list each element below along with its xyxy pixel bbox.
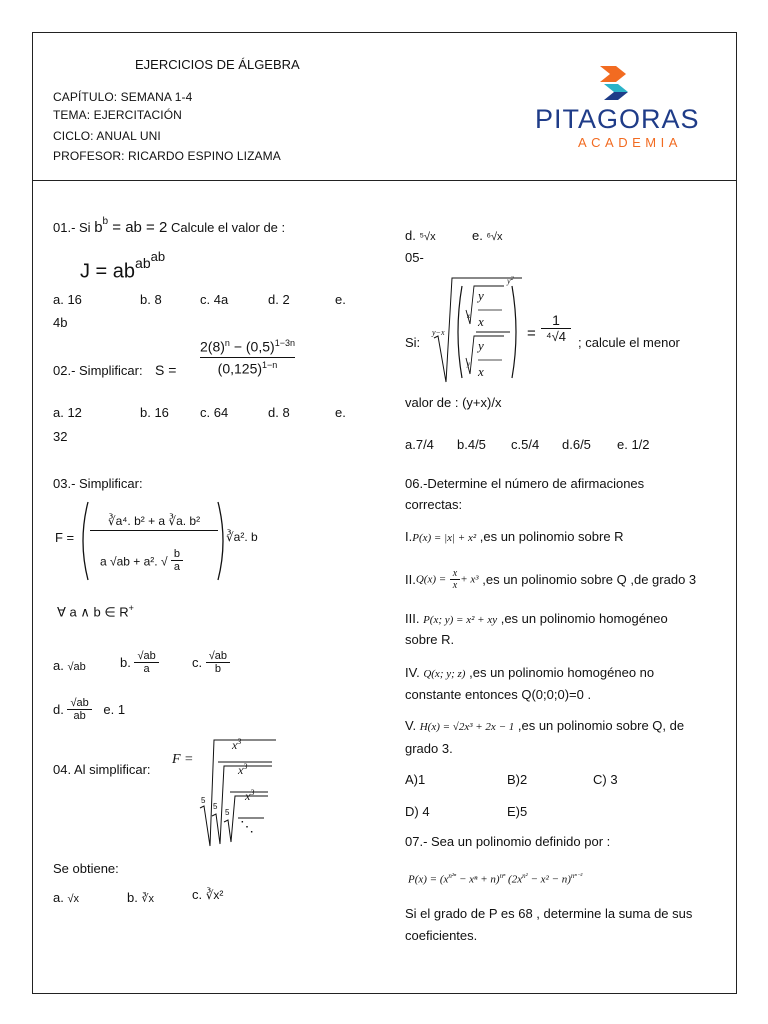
q02-option-b: b. 16 xyxy=(140,405,169,420)
q05-option-c: c.5/4 xyxy=(511,437,540,452)
q04-option-d: d. ⁵√x xyxy=(405,228,436,243)
q04-x3-top: $x^3$ xyxy=(232,737,242,752)
q05-index-x: x xyxy=(467,312,471,320)
q07-polynomial: $P(x) = (x^{n^{2n}} - x^n + n)^{n^n}$ $(2x^{n^2} - x^2 - n)^{n^{n-2}}$ xyxy=(408,872,583,886)
q07-text-cont: coeficientes. xyxy=(405,928,478,943)
q01-option-e: e. xyxy=(335,292,346,307)
q02-option-d: d. 8 xyxy=(268,405,290,420)
q06-item-5: V. H(x) = √2x³ + 2x − 1 ,es un polinomio sobre Q, de xyxy=(405,718,685,733)
q06-option-e: E)5 xyxy=(507,804,528,819)
q06-item-3: III. P(x; y) = x² + xy ,es un polinomio homogéneo xyxy=(405,611,668,626)
cycle-line: CICLO: ANUAL UNI xyxy=(53,129,161,143)
q04-option-e: e. ⁶√x xyxy=(472,228,503,243)
q02-option-a: a. 12 xyxy=(53,405,82,420)
chapter-line: CAPÍTULO: SEMANA 1-4 xyxy=(53,90,193,104)
q04-option-a: a. √x xyxy=(53,890,80,905)
q06-item-4-cont: constante entonces Q(0;0;0)=0 . xyxy=(405,687,592,702)
q03-numerator: ∛a⁴. b² + a ∛a. b² xyxy=(90,514,218,531)
document-title: EJERCICIOS DE ÁLGEBRA xyxy=(135,57,300,72)
logo-name: PITAGORAS xyxy=(535,104,700,134)
q04-index-2: 5 xyxy=(213,802,218,811)
q03-f-label: F = xyxy=(55,530,75,545)
q05-option-d: d.6/5 xyxy=(562,437,591,452)
q02-fraction: $2(8)^n - (0,5)^{1-3n}$ $(0,125)^{1-n}$ xyxy=(200,338,295,377)
q01-option-e-value: 4b xyxy=(53,315,68,330)
q01-option-d: d. 2 xyxy=(268,292,290,307)
q05-y-top: y xyxy=(478,288,484,303)
q03-option-b: b. $\frac{√ab}{a}$ xyxy=(120,650,159,675)
q05-index-y: y xyxy=(467,360,471,368)
q06-option-b: B)2 xyxy=(507,772,528,787)
topic-line: TEMA: EJERCITACIÓN xyxy=(53,108,182,122)
q05-option-b: b.4/5 xyxy=(457,437,486,452)
q05-rhs-fraction: 1 ⁴√4 xyxy=(541,312,571,344)
q03-tail: ∛a². b xyxy=(226,530,258,544)
q04-ellipsis: ⋱ xyxy=(240,818,254,834)
q05-x-bottom: x xyxy=(478,364,484,379)
q03-lead: 03.- Simplificar: xyxy=(53,476,143,491)
q05-option-a: a.7/4 xyxy=(405,437,434,452)
q07-lead: 07.- Sea un polinomio definido por : xyxy=(405,834,611,849)
q04-option-c: c. ∛x² xyxy=(192,887,224,902)
q07-text: Si el grado de P es 68 , determine la suma de sus xyxy=(405,906,693,921)
q02-option-e: e. xyxy=(335,405,346,420)
q02-lead: 02.- Simplificar: xyxy=(53,363,143,378)
q06-item-5-cont: grado 3. xyxy=(405,741,453,756)
q02-s-label: S = xyxy=(155,362,177,378)
q01-option-a: a. 16 xyxy=(53,292,82,307)
q04-index-1: 5 xyxy=(201,796,206,805)
q03-condition: ∀ a ∧ b ∈ R+ xyxy=(57,603,134,620)
q03-option-d: d. $\frac{√ab}{ab}$ e. 1 xyxy=(53,697,126,722)
q05-si: Si: xyxy=(405,335,421,350)
header-divider xyxy=(32,180,737,181)
q04-f-label: F = xyxy=(172,752,194,767)
q01-option-b: b. 8 xyxy=(140,292,162,307)
q04-lead: 04. Al simplificar: xyxy=(53,762,151,777)
q05-lead: 05- xyxy=(405,250,424,265)
q05-equals: = xyxy=(527,325,536,342)
q02-option-c: c. 64 xyxy=(200,405,229,420)
q05-option-e: e. 1/2 xyxy=(617,437,650,452)
q06-option-d: D) 4 xyxy=(405,804,430,819)
q05-x-top: x xyxy=(478,314,484,329)
q05-exponent: $y^2$ xyxy=(507,276,514,286)
q06-option-a: A)1 xyxy=(405,772,426,787)
q06-item-1: I.P(x) = |x| + x² ,es un polinomio sobre R xyxy=(405,529,624,544)
q01-formula: $J = ab^{ab^{ab}}$ xyxy=(80,249,166,283)
q04-x3-low: $x^3$ xyxy=(245,788,255,803)
q04-option-b: b. ∛x xyxy=(127,890,154,905)
q06-item-2: II.Q(x) = $\frac{x}{x}$ + x³ ,es un polinomio sobre Q ,de grado 3 xyxy=(405,568,697,591)
q06-item-4: IV. Q(x; y; z) ,es un polinomio homogéneo no xyxy=(405,665,655,680)
q06-option-c: C) 3 xyxy=(593,772,618,787)
teacher-line: PROFESOR: RICARDO ESPINO LIZAMA xyxy=(53,149,281,163)
q03-denominator: a √ab + a². √ $\frac{b}{a}$ xyxy=(100,550,183,575)
q06-lead-cont: correctas: xyxy=(405,497,463,512)
q05-ask: ; calcule el menor xyxy=(578,335,680,350)
pitagoras-logo xyxy=(530,60,720,155)
q04-index-3: 5 xyxy=(225,808,230,817)
q03-option-c: c. $\frac{√ab}{b}$ xyxy=(192,650,230,675)
q04-obtain: Se obtiene: xyxy=(53,861,119,876)
q06-item-3-cont: sobre R. xyxy=(405,632,455,647)
q04-x3-mid: $x^3$ xyxy=(238,762,248,777)
q02-option-e-value: 32 xyxy=(53,429,68,444)
q05-y-bottom: y xyxy=(478,338,484,353)
logo-subtitle: ACADEMIA xyxy=(578,135,682,150)
q05-outer-index: y−x xyxy=(432,328,445,337)
q03-option-a: a. √ab xyxy=(53,658,86,673)
q06-lead: 06.-Determine el número de afirmaciones xyxy=(405,476,645,491)
q05-value: valor de : (y+x)/x xyxy=(405,395,502,410)
q01-option-c: c. 4a xyxy=(200,292,229,307)
q01-statement: 01.- Si $b^b$ = ab = 2 Calcule el valor de : xyxy=(53,216,286,236)
chevron-arrows-icon xyxy=(530,60,720,110)
